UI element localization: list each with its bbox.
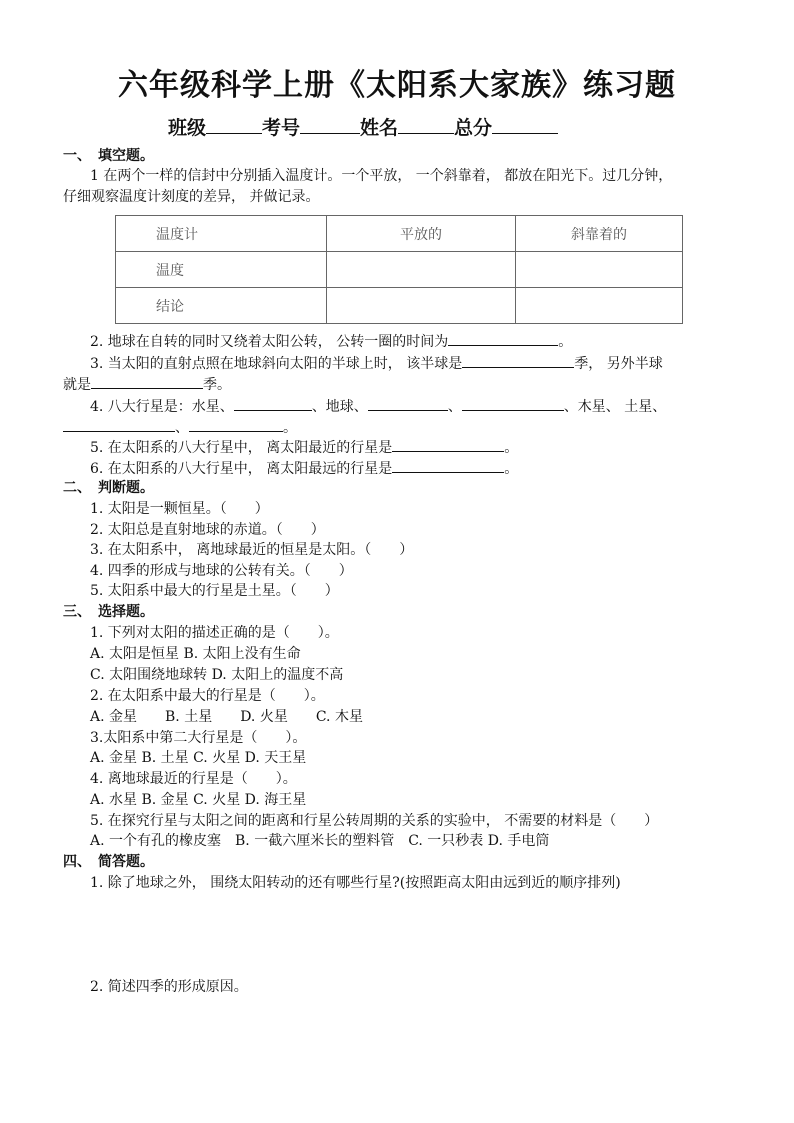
fill-q3 bbox=[90, 353, 663, 374]
fill-q6-text: 6. 在太阳系的八大行星中， 离太阳最远的行星是 bbox=[90, 461, 393, 477]
choice-question: 2. 在太阳系中最大的行星是（ ）。 bbox=[90, 688, 325, 704]
fill-q2-end: 。 bbox=[558, 334, 573, 350]
fill-q6-end: 。 bbox=[504, 461, 519, 477]
table-answer-cell[interactable] bbox=[327, 288, 516, 324]
table-header-cell: 斜靠着的 bbox=[516, 216, 683, 252]
answer-blank[interactable] bbox=[189, 417, 283, 432]
choice-options: A. 太阳是恒星 B. 太阳上没有生命 bbox=[90, 646, 301, 662]
fill-q4-text: 4. 八大行星是：水星、 bbox=[90, 399, 234, 415]
short-answer-q1: 1. 除了地球之外， 围绕太阳转动的还有哪些行星?(按照距高太阳由远到近的顺序排列) bbox=[90, 875, 621, 891]
answer-blank[interactable] bbox=[392, 437, 504, 452]
score-label: 总分 bbox=[454, 117, 493, 139]
fill-q4-end: 。 bbox=[283, 420, 297, 436]
fill-q2 bbox=[90, 331, 572, 352]
temperature-table bbox=[115, 215, 683, 324]
answer-blank[interactable] bbox=[368, 396, 448, 411]
fill-q3-text: 3. 当太阳的直射点照在地球斜向太阳的半球上时， 该半球是 bbox=[90, 356, 463, 372]
answer-blank[interactable] bbox=[91, 374, 203, 389]
choice-question: 3.太阳系中第二大行星是（ ）。 bbox=[90, 730, 307, 746]
exam-no-label: 考号 bbox=[262, 117, 301, 139]
table-answer-cell[interactable] bbox=[327, 252, 516, 288]
fill-q2-text: 2. 地球在自转的同时又绕着太阳公转， 公转一圈的时间为 bbox=[90, 334, 449, 350]
choice-question: 1. 下列对太阳的描述正确的是（ ）。 bbox=[90, 625, 339, 641]
table-answer-cell[interactable] bbox=[516, 252, 683, 288]
fill-q3-end: 季。 bbox=[203, 377, 231, 393]
judge-item: 4. 四季的形成与地球的公转有关。（ ） bbox=[90, 563, 353, 579]
fill-q4-cont bbox=[63, 417, 297, 438]
choice-question: 5. 在探究行星与太阳之间的距离和行星公转周期的关系的实验中， 不需要的材料是（ ） bbox=[90, 813, 659, 829]
table-header-cell: 温度计 bbox=[116, 216, 327, 252]
choice-options: C. 太阳围绕地球转 D. 太阳上的温度不高 bbox=[90, 667, 344, 683]
choice-question: 4. 离地球最近的行星是（ ）。 bbox=[90, 771, 297, 787]
choice-options: A. 金星 B. 土星 C. 火星 D. 天王星 bbox=[90, 750, 307, 766]
exam-no-blank[interactable] bbox=[300, 115, 360, 134]
table-header-row bbox=[116, 216, 683, 252]
class-label: 班级 bbox=[168, 117, 207, 139]
student-info-line bbox=[168, 113, 558, 140]
table-row bbox=[116, 252, 683, 288]
score-blank[interactable] bbox=[492, 115, 558, 134]
fill-q5-end: 。 bbox=[504, 440, 519, 456]
fill-q1-line1: 1 在两个一样的信封中分别插入温度计。一个平放， 一个斜靠着， 都放在阳光下。过几分钟， bbox=[90, 168, 673, 184]
fill-q4-text: 、地球、 bbox=[311, 399, 368, 415]
answer-blank[interactable] bbox=[462, 396, 564, 411]
fill-q4-text: 、木星、 土星、 bbox=[563, 399, 667, 415]
section-3-heading: 三、 选择题。 bbox=[63, 604, 154, 620]
judge-item: 3. 在太阳系中， 离地球最近的恒星是太阳。（ ） bbox=[90, 542, 414, 558]
name-label: 姓名 bbox=[360, 117, 399, 139]
section-4-heading: 四、 简答题。 bbox=[63, 854, 154, 870]
fill-q5-text: 5. 在太阳系的八大行星中， 离太阳最近的行星是 bbox=[90, 440, 393, 456]
section-2-heading: 二、 判断题。 bbox=[63, 480, 154, 496]
choice-options: A. 金星 B. 土星 D. 火星 C. 木星 bbox=[90, 709, 363, 725]
name-blank[interactable] bbox=[398, 115, 454, 134]
fill-q6 bbox=[90, 458, 518, 479]
fill-q4-text: 、 bbox=[175, 420, 189, 436]
judge-item: 1. 太阳是一颗恒星。（ ） bbox=[90, 501, 269, 517]
fill-q3-text2: 就是 bbox=[63, 377, 91, 393]
fill-q4 bbox=[90, 396, 666, 417]
answer-blank[interactable] bbox=[234, 396, 312, 411]
page-title: 六年级科学上册《太阳系大家族》练习题 bbox=[118, 68, 676, 103]
judge-item: 5. 太阳系中最大的行星是土星。（ ） bbox=[90, 583, 339, 599]
judge-item: 2. 太阳总是直射地球的赤道。（ ） bbox=[90, 522, 325, 538]
short-answer-q2: 2. 简述四季的形成原因。 bbox=[90, 979, 248, 995]
fill-q3-cont bbox=[63, 374, 231, 395]
answer-blank[interactable] bbox=[448, 331, 558, 346]
fill-q1-line2: 仔细观察温度计刻度的差异， 并做记录。 bbox=[63, 189, 320, 205]
fill-q3-mid: 季， 另外半球 bbox=[574, 356, 663, 372]
choice-options: A. 水星 B. 金星 C. 火星 D. 海王星 bbox=[90, 792, 307, 808]
fill-q5 bbox=[90, 437, 518, 458]
table-row bbox=[116, 288, 683, 324]
answer-blank[interactable] bbox=[462, 353, 574, 368]
class-blank[interactable] bbox=[206, 115, 262, 134]
table-answer-cell[interactable] bbox=[516, 288, 683, 324]
section-1-heading: 一、 填空题。 bbox=[63, 148, 154, 164]
fill-q4-text: 、 bbox=[447, 399, 462, 415]
table-row-label: 结论 bbox=[116, 288, 327, 324]
answer-blank[interactable] bbox=[63, 417, 175, 432]
table-header-cell: 平放的 bbox=[327, 216, 516, 252]
table-row-label: 温度 bbox=[116, 252, 327, 288]
answer-blank[interactable] bbox=[392, 458, 504, 473]
choice-options: A. 一个有孔的橡皮塞 B. 一截六厘米长的塑料管 C. 一只秒表 D. 手电筒 bbox=[90, 833, 550, 849]
